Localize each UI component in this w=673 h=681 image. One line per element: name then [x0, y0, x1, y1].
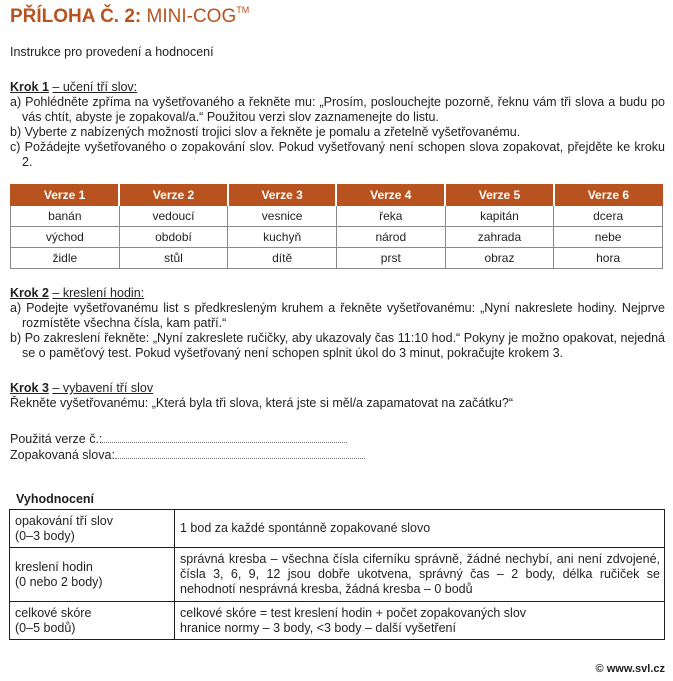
- step1-item-c: c) Požádejte vyšetřovaného o zopakování slov. Pokud vyšetřovaný není schopen slova zopakovat, přejděte ke kroku 2.: [10, 140, 665, 169]
- description-line: hranice normy – 3 body, <3 body – další vyšetření: [180, 620, 456, 635]
- criterion-description: [175, 602, 665, 640]
- step3-title: – vybavení tří slov: [52, 381, 154, 395]
- word-cell: kuchyň: [228, 227, 337, 248]
- criterion-range: (0–5 bodů): [15, 620, 76, 635]
- word-cell: dítě: [228, 248, 337, 269]
- step2-heading: [10, 286, 665, 301]
- criterion-name: celkové skóre: [15, 605, 92, 620]
- step1-title: – učení tří slov:: [52, 80, 138, 94]
- criterion-cell: [10, 602, 175, 640]
- criterion-cell: [10, 548, 175, 602]
- page-title: [10, 5, 249, 28]
- criterion-range: (0–3 body): [15, 528, 75, 543]
- version-header: Verze 4: [336, 185, 445, 206]
- table-row: [10, 548, 665, 602]
- step3-label: Krok 3: [10, 381, 49, 395]
- copyright-footer: © www.svl.cz: [595, 663, 665, 675]
- evaluation-title: Vyhodnocení: [16, 492, 95, 506]
- criterion-name: kreslení hodin: [15, 559, 93, 574]
- word-cell: prst: [336, 248, 445, 269]
- word-cell: východ: [11, 227, 120, 248]
- version-header: Verze 3: [228, 185, 337, 206]
- version-used-field[interactable]: [10, 431, 347, 446]
- step2-label: Krok 2: [10, 286, 49, 300]
- word-cell: banán: [11, 206, 120, 227]
- step2-item-a: a) Podejte vyšetřovanému list s předkresleným kruhem a řekněte vyšetřovanému: „Nyní nakreslete hodiny. Nejprve rozmístěte všechna čísla, kam patří.“: [10, 301, 665, 330]
- repeated-words-line[interactable]: [115, 447, 365, 459]
- version-header: Verze 6: [554, 185, 663, 206]
- table-row: [10, 602, 665, 640]
- versions-header-row: [11, 185, 663, 206]
- step3-text: Řekněte vyšetřovanému: „Která byla tři slova, která jste si měl/a zapamatovat na začátku?“: [10, 396, 514, 410]
- word-cell: židle: [11, 248, 120, 269]
- word-cell: vedoucí: [119, 206, 228, 227]
- version-used-label: Použitá verze č.:: [10, 432, 103, 446]
- step3-heading: [10, 381, 665, 396]
- step2-item-b: b) Po zakreslení řekněte: „Nyní zakreslete ručičky, aby ukazovaly čas 11:10 hod.“ Pokyny je možno opakovat, nejedná se o paměťový test. Pokud vyšetřovaný není schopen splnit úkol do 3 minut, pokračujte krokem 3.: [10, 331, 665, 360]
- criterion-range: (0 nebo 2 body): [15, 574, 103, 589]
- criterion-cell: [10, 510, 175, 548]
- step2-section: [10, 286, 665, 361]
- version-used-line[interactable]: [102, 431, 347, 443]
- word-cell: vesnice: [228, 206, 337, 227]
- step1-section: [10, 80, 665, 170]
- criterion-description: [175, 548, 665, 602]
- trademark-mark: TM: [236, 5, 250, 15]
- word-cell: hora: [554, 248, 663, 269]
- title-strong: PŘÍLOHA Č. 2:: [10, 6, 142, 27]
- step3-section: [10, 381, 665, 411]
- word-cell: dcera: [554, 206, 663, 227]
- word-cell: řeka: [336, 206, 445, 227]
- word-cell: stůl: [119, 248, 228, 269]
- subtitle: Instrukce pro provedení a hodnocení: [10, 45, 214, 59]
- version-header: Verze 5: [445, 185, 554, 206]
- word-cell: obraz: [445, 248, 554, 269]
- criterion-name: opakování tří slov: [15, 513, 113, 528]
- word-cell: nebe: [554, 227, 663, 248]
- version-header: Verze 1: [11, 185, 120, 206]
- word-cell: národ: [336, 227, 445, 248]
- repeated-words-label: Zopakovaná slova:: [10, 448, 115, 462]
- title-light: MINI-COG: [146, 6, 237, 27]
- word-cell: zahrada: [445, 227, 554, 248]
- table-row: [10, 510, 665, 548]
- table-row: [11, 248, 663, 269]
- version-header: Verze 2: [119, 185, 228, 206]
- word-cell: období: [119, 227, 228, 248]
- word-cell: kapitán: [445, 206, 554, 227]
- table-row: [11, 206, 663, 227]
- evaluation-table: [9, 509, 665, 640]
- description-line: celkové skóre = test kreslení hodin + počet zopakovaných slov: [180, 605, 527, 620]
- word-versions-table: [10, 184, 663, 269]
- step2-title: – kreslení hodin:: [52, 286, 145, 300]
- step1-item-b: b) Vyberte z nabízených možností trojici slov a řekněte je pomalu a zřetelně vyšetřovanému.: [10, 125, 521, 139]
- criterion-description: [175, 510, 665, 548]
- description-line: 1 bod za každé spontánně zopakované slovo: [180, 521, 431, 535]
- step1-label: Krok 1: [10, 80, 49, 94]
- description-line: správná kresba – všechna čísla ciferníku správně, žádné nechybí, ani není zdvojené, čísla 3, 6, 9, 12 jsou dobře ukotvena, správný čas – 2 body, délka ručiček se nehodnotí nesprávná kresba, žádná kresba – 0 bodů: [180, 552, 660, 596]
- step1-item-a: a) Pohlédněte zpříma na vyšetřovaného a řekněte mu: „Prosím, poslouchejte pozorně, řeknu vám tři slova a budu po vás chtít, abyste je zopakoval/a.“ Použitou verzi slov zaznamenejte do listu.: [10, 95, 665, 124]
- table-row: [11, 227, 663, 248]
- repeated-words-field[interactable]: [10, 447, 365, 462]
- step1-heading: [10, 80, 665, 95]
